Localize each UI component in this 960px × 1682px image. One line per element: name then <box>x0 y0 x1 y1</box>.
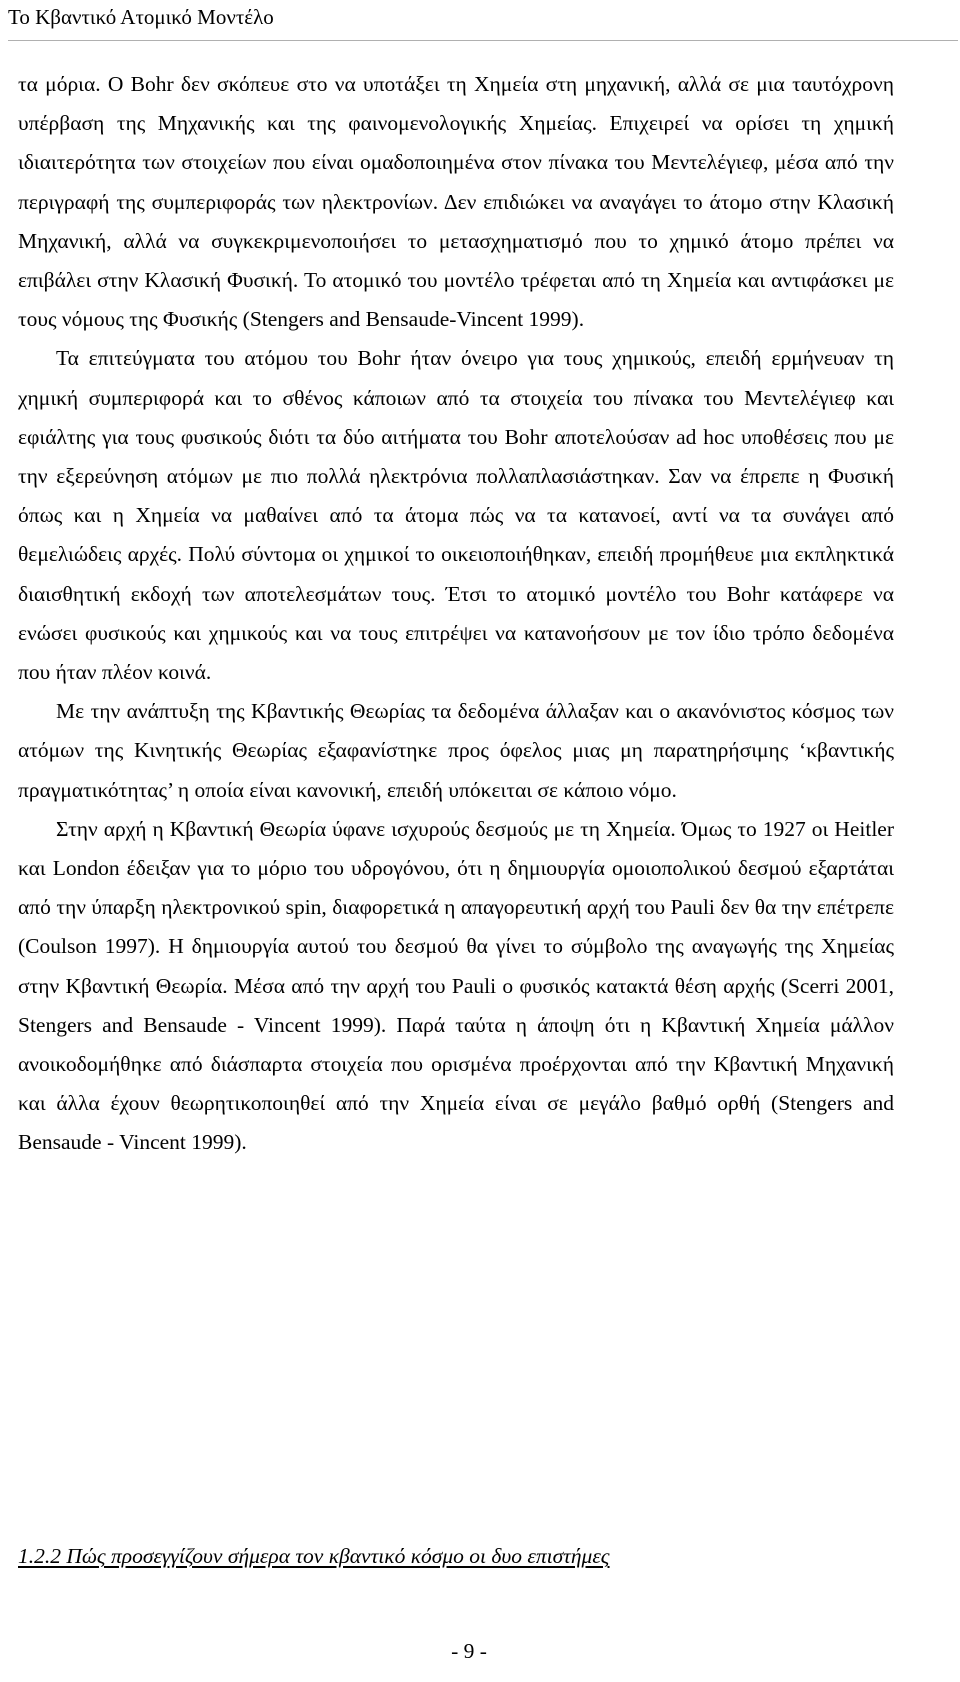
paragraph-1: τα μόρια. Ο Bohr δεν σκόπευε στο να υποτάξει τη Χημεία στη μηχανική, αλλά σε μια ταυτόχρονη υπέρβαση της Μηχανικής και της φαινομενολογικής Χημείας. Επιχειρεί να ορίσει τη χημική ιδιαιτερότητα των στοιχείων που είναι ομαδοποιημένα στον πίνακα του Μεντελέγιεφ, μέσα από την περιγραφή της συμπεριφοράς των ηλεκτρονίων. Δεν επιδιώκει να αναγάγει το άτομο στην Κλασική Μηχανική, αλλά να συγκεκριμενοποιήσει το μετασχηματισμό που το χημικό άτομο πρέπει να επιβάλει στην Κλασική Φυσική. Το ατομικό του μοντέλο τρέφεται από τη Χημεία και αντιφάσκει με τους νόμους της Φυσικής (Stengers and Bensaude-Vincent 1999). <box>18 72 894 332</box>
running-header: Το Κβαντικό Ατομικό Μοντέλο <box>8 5 274 29</box>
paragraph-4: Στην αρχή η Κβαντική Θεωρία ύφανε ισχυρούς δεσμούς με τη Χημεία. Όμως το 1927 οι Heitler και London έδειξαν για το μόριο του υδρογόνου, ότι η δημιουργία ομοιοπολικού δεσμού εξαρτάται από την ύπαρξη ηλεκτρονικού spin, διαφορετικά η απαγορευτική αρχή του Pauli δεν θα την επέτρεπε (Coulson 1997). Η δημιουργία αυτού του δεσμού θα γίνει το σύμβολο της αναγωγής της Χημείας στην Κβαντική Θεωρία. Μέσα από την αρχή του Pauli ο φυσικός κατακτά θέση αρχής (Scerri 2001, Stengers and Bensaude - Vincent 1999). Παρά ταύτα η άποψη ότι η Κβαντική Χημεία μάλλον ανοικοδομήθηκε από διάσπαρτα στοιχεία που ορισμένα προέρχονται από την Κβαντική Μηχανική και άλλα έχουν θεωρητικοποιηθεί από την Χημεία είναι σε μεγάλο βαθμό ορθή (Stengers and Bensaude - Vincent 1999). <box>18 816 894 1155</box>
paragraph-2: Τα επιτεύγματα του ατόμου του Bohr ήταν όνειρο για τους χημικούς, επειδή ερμήνευαν τη χημική συμπεριφορά και το σθένος κάποιων από τα στοιχεία του πίνακα του Μεντελέγιεφ και εφιάλτης για τους φυσικούς διότι τα δύο αιτήματα του Bohr αποτελούσαν ad hoc υποθέσεις που με την εξερεύνηση ατόμων με πιο πολλά ηλεκτρόνια πολλαπλασιάστηκαν. Σαν να έπρεπε η Φυσική όπως και η Χημεία να μαθαίνει από τα άτομα πώς να τα κατανοεί, αντί να τα συνάγει από θεμελιώδεις αρχές. Πολύ σύντομα οι χημικοί το οικειοποιήθηκαν, επειδή προμήθευε μια εκπληκτικά διαισθητική εκδοχή των αποτελεσμάτων τους. Έτσι το ατομικό μοντέλο του Bohr κατάφερε να ενώσει φυσικούς και χημικούς και να τους επιτρέψει να κατανοήσουν με τον ίδιο τρόπο δεδομένα που ήταν πλέον κοινά. <box>18 346 894 685</box>
section-heading: 1.2.2 Πώς προσεγγίζουν σήμερα τον κβαντικό κόσμο οι δυο επιστήμες <box>18 1544 610 1568</box>
body-text <box>18 65 894 1163</box>
paragraph-3: Με την ανάπτυξη της Κβαντικής Θεωρίας τα δεδομένα άλλαξαν και ο ακανόνιστος κόσμος των ατόμων της Κινητικής Θεωρίας εξαφανίστηκε προς όφελος μιας μη παρατηρήσιμης ‘κβαντικής πραγματικότητας’ η οποία είναι κανονική, επειδή υπόκειται σε κάποιο νόμο. <box>18 699 894 802</box>
page-number: - 9 - <box>451 1639 487 1663</box>
header-divider <box>8 40 958 41</box>
